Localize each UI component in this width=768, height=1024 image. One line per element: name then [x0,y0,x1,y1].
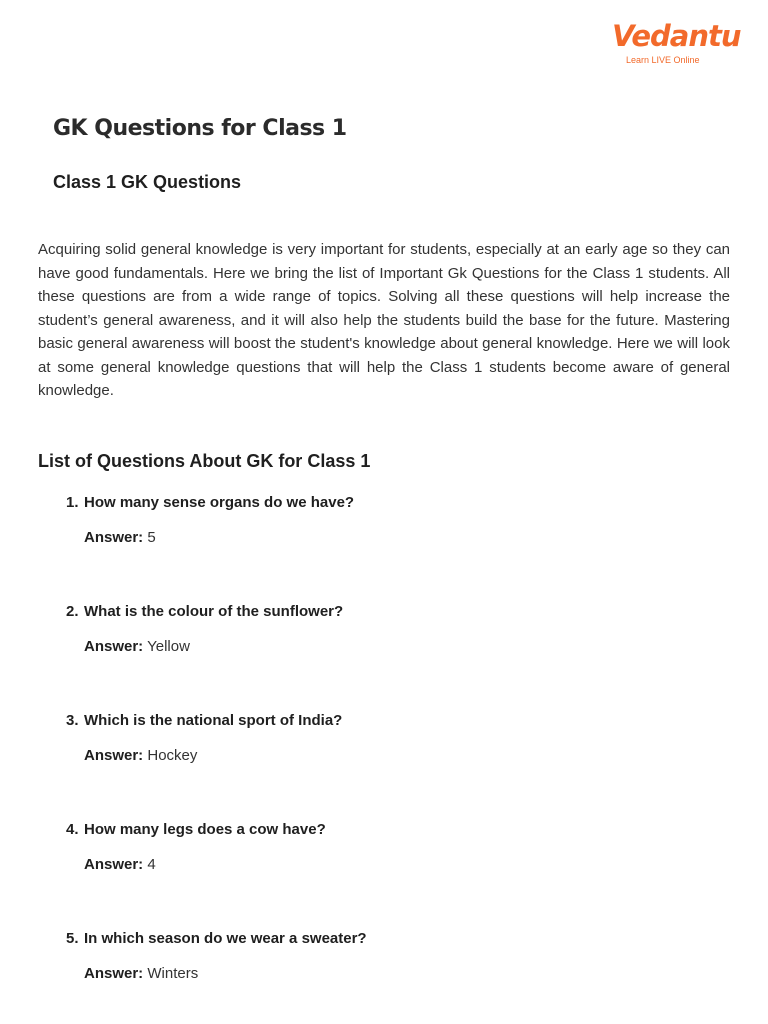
list-title: List of Questions About GK for Class 1 [38,451,371,471]
answer-label: Answer: [84,856,144,873]
answer-value: Yellow [147,638,190,655]
answer-label: Answer: [84,638,144,655]
question-number: 5. [66,930,79,947]
question-item [66,821,726,873]
answer [84,856,726,873]
answer-value: Hockey [147,747,198,764]
answer [84,747,726,764]
answer-value: Winters [147,965,199,982]
question-number: 2. [66,603,79,620]
answer-value: 5 [147,529,156,546]
question-text [66,712,726,729]
question-item [66,494,726,546]
answer [84,529,726,546]
question-item [66,603,726,655]
question-text [66,930,726,947]
intro-paragraph: Acquiring solid general knowledge is very important for students, especially at an early age so they can have good fundamentals. Here we bring the list of Important Gk Questions for the Class 1 students. All these questions are from a wide range of topics. Solving all these questions will help increase the student’s general awareness, and it will also help the students build the base for the future. Mastering basic general awareness will boost the student's knowledge about general knowledge. Here we will look at some general knowledge questions that will help the Class 1 students become aware of general knowledge. [38,241,730,399]
answer [84,638,726,655]
vedantu-logo [612,19,741,65]
answer-label: Answer: [84,747,144,764]
question-label: In which season do we wear a sweater? [84,930,367,947]
logo-wordmark: Vedantu [612,19,741,53]
section-title: Class 1 GK Questions [53,172,242,192]
question-number: 4. [66,821,79,838]
question-text [66,603,726,620]
question-text [66,494,726,511]
logo-tagline: Learn LIVE Online [626,55,700,65]
question-item [66,712,726,764]
question-label: How many sense organs do we have? [84,494,355,511]
question-text [66,821,726,838]
question-number: 3. [66,712,79,729]
question-item [66,930,726,982]
question-number: 1. [66,494,79,511]
answer-label: Answer: [84,529,144,546]
answer [84,965,726,982]
question-label: What is the colour of the sunflower? [84,603,344,620]
page-title: GK Questions for Class 1 [53,116,347,141]
answer-value: 4 [147,856,156,873]
answer-label: Answer: [84,965,144,982]
question-label: Which is the national sport of India? [84,712,343,729]
question-label: How many legs does a cow have? [84,821,326,838]
